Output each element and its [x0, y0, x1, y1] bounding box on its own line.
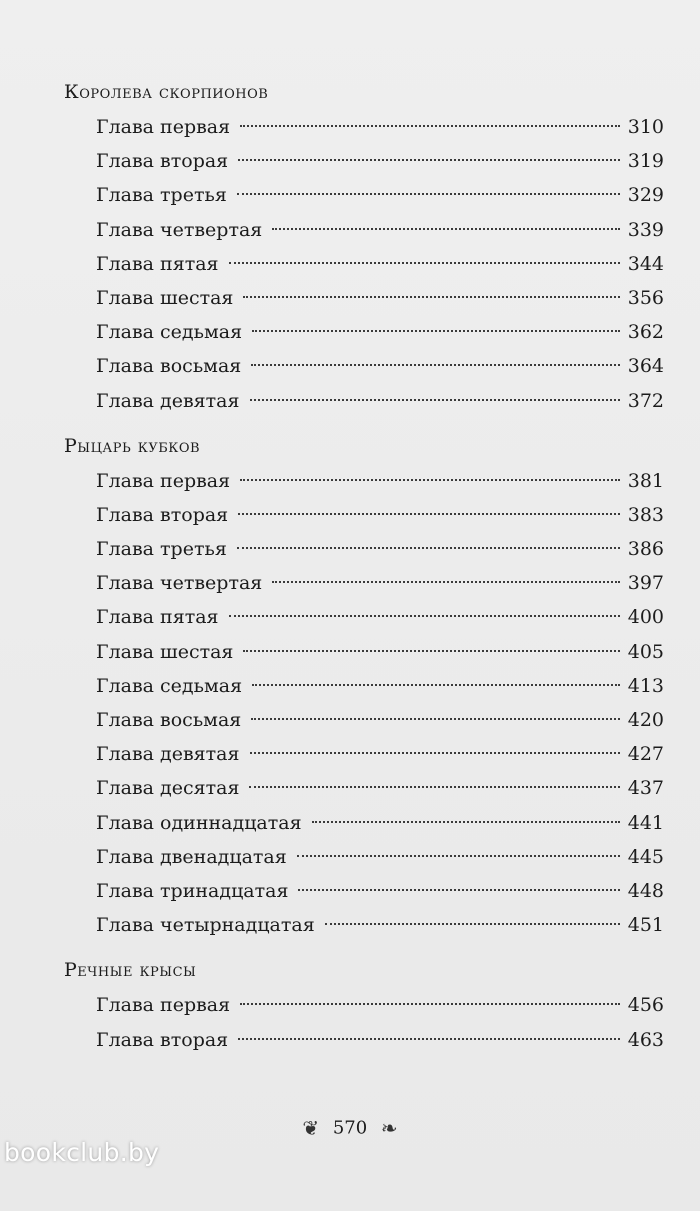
chapter-label: Глава шестая: [96, 640, 234, 663]
toc-entry: [64, 144, 664, 178]
chapter-label: Глава четвертая: [96, 572, 263, 595]
chapter-page-number: 356: [627, 286, 664, 309]
dot-leader: [238, 513, 620, 515]
chapter-page-number: 362: [627, 321, 664, 344]
chapter-page-number: 456: [627, 994, 664, 1017]
dot-leader: [325, 923, 620, 925]
chapter-page-number: 397: [627, 572, 664, 595]
chapter-page-number: 329: [627, 184, 664, 207]
right-fleuron-ornament-icon: ❧: [380, 1116, 398, 1140]
dot-leader: [240, 1003, 620, 1005]
chapter-page-number: 364: [627, 355, 664, 378]
chapter-label: Глава третья: [96, 538, 227, 561]
chapter-label: Глава шестая: [96, 286, 234, 309]
chapter-label: Глава седьмая: [96, 321, 243, 344]
chapter-label: Глава восьмая: [96, 709, 242, 731]
toc-entry: [64, 874, 664, 908]
chapter-label: Глава вторая: [96, 1028, 229, 1051]
toc-entry: [64, 349, 664, 383]
dot-leader: [229, 262, 620, 264]
dot-leader: [250, 399, 620, 401]
toc-entry: [64, 281, 664, 315]
toc-entry: [64, 110, 664, 144]
dot-leader: [229, 615, 620, 617]
dot-leader: [249, 786, 619, 788]
chapter-label: Глава четырнадцатая: [96, 914, 315, 937]
site-watermark: bookclub.by: [4, 1138, 160, 1167]
toc-entry: [64, 771, 664, 805]
toc-entry: [64, 840, 664, 874]
toc-section: [64, 428, 664, 943]
dot-leader: [251, 364, 619, 366]
chapter-page-number: 451: [627, 914, 664, 937]
chapter-label: Глава двенадцатая: [96, 845, 287, 868]
chapter-label: Глава тринадцатая: [96, 879, 289, 902]
chapter-label: Глава седьмая: [96, 674, 243, 697]
dot-leader: [297, 855, 620, 857]
toc-entry: [64, 315, 664, 349]
chapter-label: Глава первая: [96, 469, 231, 492]
dot-leader: [272, 228, 619, 230]
left-fleuron-ornament-icon: ❦: [302, 1116, 320, 1140]
dot-leader: [237, 547, 620, 549]
toc-section: [64, 952, 664, 1056]
toc-entry: [64, 498, 664, 532]
table-of-contents: [64, 74, 664, 1067]
dot-leader: [312, 821, 620, 823]
toc-entry: [64, 247, 664, 281]
toc-section: [64, 74, 664, 418]
section-title: Рыцарь кубков: [64, 434, 201, 457]
chapter-label: Глава десятая: [96, 777, 240, 800]
chapter-page-number: 448: [627, 879, 664, 902]
chapter-label: Глава третья: [96, 184, 227, 207]
chapter-page-number: 427: [627, 743, 664, 766]
chapter-page-number: 420: [627, 709, 664, 731]
page-footer: [0, 1116, 700, 1140]
chapter-page-number: 463: [627, 1028, 664, 1051]
chapter-label: Глава пятая: [96, 606, 219, 629]
chapter-label: Глава четвертая: [96, 218, 263, 241]
dot-leader: [243, 650, 619, 652]
dot-leader: [272, 581, 619, 583]
dot-leader: [252, 684, 620, 686]
toc-entry: [64, 806, 664, 840]
section-title: Речные крысы: [64, 959, 197, 982]
dot-leader: [250, 752, 620, 754]
toc-entry: [64, 737, 664, 771]
chapter-label: Глава первая: [96, 994, 231, 1017]
chapter-label: Глава девятая: [96, 743, 240, 766]
dot-leader: [251, 718, 619, 720]
chapter-page-number: 445: [627, 845, 664, 868]
chapter-page-number: 386: [627, 538, 664, 561]
chapter-page-number: 381: [627, 469, 664, 492]
toc-entry: [64, 384, 664, 418]
toc-entry: [64, 703, 664, 737]
chapter-label: Глава пятая: [96, 252, 219, 275]
dot-leader: [238, 159, 620, 161]
chapter-page-number: 405: [627, 640, 664, 663]
toc-entry: [64, 178, 664, 212]
dot-leader: [240, 479, 620, 481]
chapter-page-number: 339: [627, 218, 664, 241]
dot-leader: [240, 125, 620, 127]
chapter-page-number: 383: [627, 503, 664, 526]
dot-leader: [238, 1038, 620, 1040]
chapter-label: Глава восьмая: [96, 355, 242, 378]
dot-leader: [298, 889, 619, 891]
dot-leader: [237, 193, 620, 195]
chapter-page-number: 400: [627, 606, 664, 629]
chapter-page-number: 437: [627, 777, 664, 800]
chapter-page-number: 441: [627, 811, 664, 834]
toc-entry: [64, 464, 664, 498]
chapter-page-number: 413: [627, 674, 664, 697]
chapter-label: Глава первая: [96, 116, 231, 138]
chapter-label: Глава вторая: [96, 150, 229, 173]
page-number: 570: [332, 1117, 368, 1139]
toc-entry: [64, 635, 664, 669]
chapter-label: Глава девятая: [96, 389, 240, 412]
chapter-page-number: 319: [627, 150, 664, 173]
toc-entry: [64, 566, 664, 600]
chapter-page-number: 310: [627, 116, 664, 138]
toc-entry: [64, 532, 664, 566]
toc-entry: [64, 213, 664, 247]
chapter-label: Глава одиннадцатая: [96, 811, 302, 834]
dot-leader: [252, 330, 620, 332]
section-title: Королева скорпионов: [64, 81, 269, 103]
chapter-page-number: 344: [627, 252, 664, 275]
chapter-label: Глава вторая: [96, 503, 229, 526]
dot-leader: [243, 296, 619, 298]
toc-entry: [64, 600, 664, 634]
toc-entry: [64, 908, 664, 942]
toc-entry: [64, 1023, 664, 1057]
chapter-page-number: 372: [627, 389, 664, 412]
toc-entry: [64, 988, 664, 1022]
toc-entry: [64, 669, 664, 703]
